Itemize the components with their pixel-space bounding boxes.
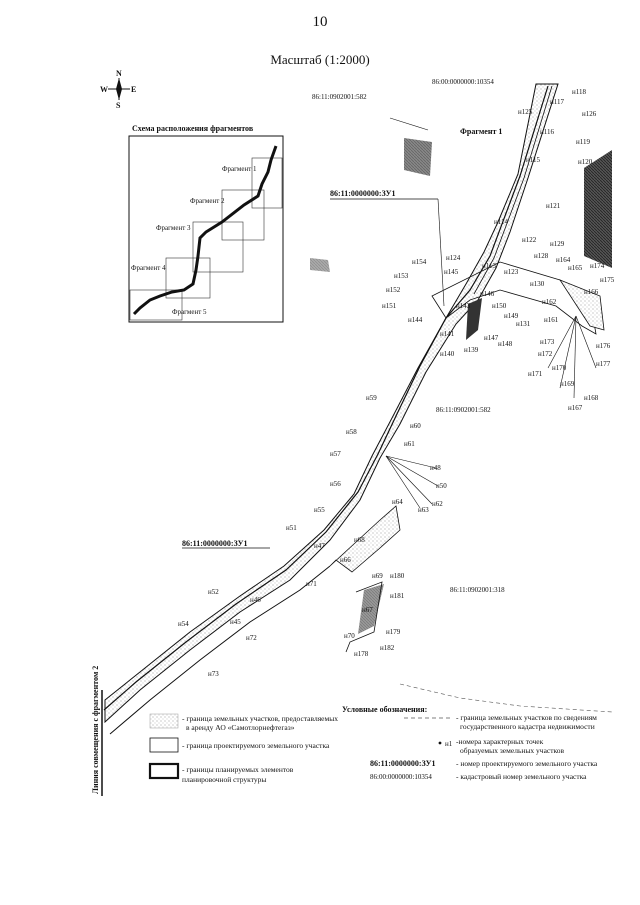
point-label: н58: [346, 428, 357, 436]
point-label: н45: [230, 618, 241, 626]
point-label: н116: [540, 128, 554, 136]
dark-area-north: [404, 138, 432, 176]
point-label: н147: [484, 334, 499, 342]
inset-fragment-4: Фрагмент 4: [131, 264, 166, 272]
inset-fragment-2: Фрагмент 2: [190, 197, 225, 205]
dark-area-east: [584, 150, 612, 268]
point-label: н63: [418, 506, 429, 514]
point-label: н179: [386, 628, 401, 636]
inset-fragment-1: Фрагмент 1: [222, 165, 257, 173]
legend-r1a: - граница земельных участков по сведениям: [456, 713, 597, 722]
dark-area-small: [310, 258, 330, 272]
compass-e: E: [131, 85, 137, 94]
point-label: н170: [552, 364, 567, 372]
point-label: н50: [436, 482, 447, 490]
point-label: н141: [440, 330, 455, 338]
legend-swatch-stipple: [150, 714, 178, 728]
fragment-scheme-inset: [129, 124, 283, 322]
point-label: н70: [344, 632, 355, 640]
point-label: н55: [314, 506, 325, 514]
point-label: н66: [340, 556, 351, 564]
point-label: н51: [286, 524, 297, 532]
legend-r4-code: 86:00:0000000:10354: [370, 773, 432, 781]
point-label: н48: [430, 464, 441, 472]
compass-n: N: [116, 69, 122, 78]
point-label: н174: [590, 262, 605, 270]
legend-l3a: - границы планируемых элементов: [182, 765, 294, 774]
point-label: н113: [482, 262, 496, 270]
point-label: н130: [530, 280, 545, 288]
legend-swatch-thick: [150, 764, 178, 778]
inset-fragment-3: Фрагмент 3: [156, 224, 191, 232]
point-label: н165: [568, 264, 583, 272]
point-label: н180: [390, 572, 405, 580]
compass-rose-icon: [100, 69, 136, 110]
point-label: н164: [556, 256, 571, 264]
map-scale: Масштаб (1:2000): [270, 52, 370, 67]
match-line-label: Линия совмещения с фрагментом 2: [91, 665, 100, 794]
compass-s: S: [116, 101, 121, 110]
cadastral-label-1: 86:11:0902001:582: [312, 93, 367, 101]
point-label: н140: [440, 350, 455, 358]
point-label: н167: [568, 404, 583, 412]
point-label: н64: [392, 498, 403, 506]
point-label: н153: [394, 272, 409, 280]
legend-title: Условные обозначения:: [342, 705, 428, 714]
point-label: н182: [380, 644, 395, 652]
point-label: н72: [246, 634, 257, 642]
point-label: н115: [526, 156, 540, 164]
point-label: н148: [498, 340, 513, 348]
point-label: н175: [600, 276, 615, 284]
legend-l1b: в аренду АО «Самотлорнефтегаз»: [186, 723, 295, 732]
point-label: н47: [314, 542, 325, 550]
point-label: н61: [404, 440, 415, 448]
point-label: н114: [494, 218, 508, 226]
legend-l2: - граница проектируемого земельного участка: [182, 741, 330, 750]
point-label: н128: [534, 252, 549, 260]
point-label: н143: [456, 302, 471, 310]
inset-title: Схема расположения фрагментов: [132, 124, 254, 133]
legend-r2a: -номера характерных точек: [456, 737, 544, 746]
inset-fragment-5: Фрагмент 5: [172, 308, 207, 316]
cadastral-label-6: 86:11:0902001:318: [450, 586, 505, 594]
point-label: н131: [516, 320, 531, 328]
cadastral-boundary-dashed: [400, 684, 612, 712]
cadastral-label-3: 86:11:0000000:ЗУ1: [330, 189, 396, 198]
road-boundary: [110, 566, 330, 734]
point-label: н161: [544, 316, 559, 324]
legend-r4: - кадастровый номер земельного участка: [456, 772, 587, 781]
point-label: н149: [504, 312, 519, 320]
point-label: н172: [538, 350, 553, 358]
point-label: н177: [596, 360, 611, 368]
point-label: н57: [330, 450, 341, 458]
point-label: н162: [542, 298, 557, 306]
point-label: н129: [550, 240, 565, 248]
point-label: н144: [408, 316, 423, 324]
point-label: н152: [386, 286, 401, 294]
legend-r1b: государственного кадастра недвижимости: [460, 722, 595, 731]
point-label: н171: [528, 370, 543, 378]
legend-r3: - номер проектируемого земельного участка: [456, 759, 598, 768]
point-label: н173: [540, 338, 555, 346]
point-label: н151: [382, 302, 397, 310]
point-label: н139: [464, 346, 479, 354]
point-label: н52: [208, 588, 219, 596]
legend-l3b: планировочной структуры: [182, 775, 267, 784]
point-label: н54: [178, 620, 189, 628]
point-label: н46: [250, 596, 261, 604]
point-label: н120: [578, 158, 593, 166]
point-label: н122: [522, 236, 537, 244]
legend-r3-code: 86:11:0000000:ЗУ1: [370, 759, 436, 768]
point-label: н124: [446, 254, 461, 262]
point-label: н121: [546, 202, 561, 210]
legend-l1a: - граница земельных участков, предоставляемых: [182, 714, 339, 723]
point-label: н123: [504, 268, 519, 276]
point-label: н146: [480, 290, 495, 298]
legend-r2-point: н1: [445, 740, 453, 748]
point-label: н125: [518, 108, 533, 116]
legend: [150, 705, 598, 784]
point-label: н60: [410, 422, 421, 430]
point-label: н169: [560, 380, 575, 388]
point-label: н117: [550, 98, 564, 106]
point-label: н68: [354, 536, 365, 544]
point-label: н181: [390, 592, 405, 600]
point-label: н67: [362, 606, 373, 614]
legend-point-dot: [439, 742, 442, 745]
compass-w: W: [100, 85, 108, 94]
point-label: н168: [584, 394, 599, 402]
point-label: н62: [432, 500, 443, 508]
legend-r2b: образуемых земельных участков: [460, 746, 565, 755]
point-label: н119: [576, 138, 590, 146]
point-label: н73: [208, 670, 219, 678]
point-label: н150: [492, 302, 507, 310]
point-label: н178: [354, 650, 369, 658]
fragment-title: Фрагмент 1: [460, 127, 503, 136]
point-label: н126: [582, 110, 597, 118]
point-label: н145: [444, 268, 459, 276]
legend-swatch-thin: [150, 738, 178, 752]
point-label: н154: [412, 258, 427, 266]
cadastral-label-2: 86:00:0000000:10354: [432, 78, 494, 86]
point-label: н71: [306, 580, 317, 588]
point-label: н69: [372, 572, 383, 580]
point-label: н56: [330, 480, 341, 488]
boundary-rays: [386, 316, 596, 508]
point-label: н59: [366, 394, 377, 402]
page-number: 10: [312, 14, 328, 30]
point-label: н118: [572, 88, 586, 96]
cadastral-label-4: 86:11:0902001:582: [436, 406, 491, 414]
point-label: н176: [596, 342, 611, 350]
cadastral-label-5: 86:11:0000000:ЗУ1: [182, 539, 248, 548]
point-label: н166: [584, 288, 599, 296]
